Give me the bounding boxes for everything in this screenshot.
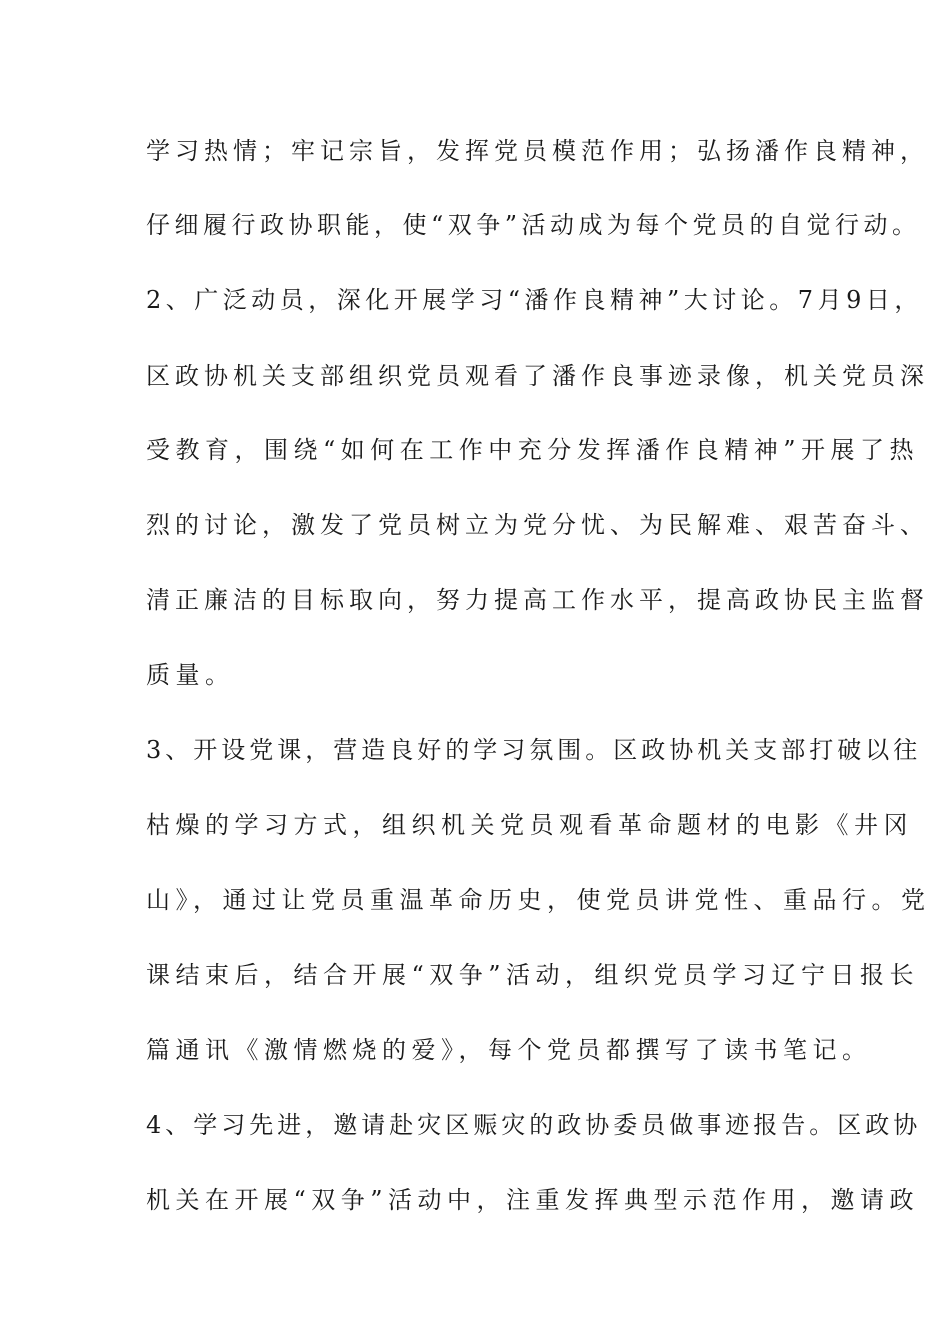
text-line: 课结束后，结合开展“双争”活动，组织党员学习辽宁日报长 <box>146 961 920 989</box>
text-line: 受教育，围绕“如何在工作中充分发挥潘作良精神”开展了热 <box>146 436 920 464</box>
text-line: 3、开设党课，营造良好的学习氛围。区政协机关支部打破以往 <box>146 736 922 764</box>
text-line: 篇通讯《激情燃烧的爱》，每个党员都撰写了读书笔记。 <box>146 1036 872 1064</box>
text-line: 清正廉洁的目标取向，努力提高工作水平，提高政协民主监督 <box>146 586 929 614</box>
text-line: 2、广泛动员，深化开展学习“潘作良精神”大讨论。7月9日， <box>146 286 923 314</box>
text-line: 机关在开展“双争”活动中，注重发挥典型示范作用，邀请政 <box>146 1186 920 1214</box>
text-line: 仔细履行政协职能，使“双争”活动成为每个党员的自觉行动。 <box>146 211 921 239</box>
text-line: 山》，通过让党员重温革命历史，使党员讲党性、重品行。党 <box>146 886 931 914</box>
text-line: 学习热情；牢记宗旨，发挥党员模范作用；弘扬潘作良精神， <box>146 137 929 165</box>
text-line: 4、学习先进，邀请赴灾区赈灾的政协委员做事迹报告。区政协 <box>146 1111 922 1139</box>
text-line: 烈的讨论，激发了党员树立为党分忧、为民解难、艰苦奋斗、 <box>146 511 929 539</box>
text-line: 质量。 <box>146 661 235 689</box>
text-line: 枯燥的学习方式，组织机关党员观看革命题材的电影《井冈 <box>146 811 913 839</box>
text-line: 区政协机关支部组织党员观看了潘作良事迹录像，机关党员深 <box>146 362 929 390</box>
